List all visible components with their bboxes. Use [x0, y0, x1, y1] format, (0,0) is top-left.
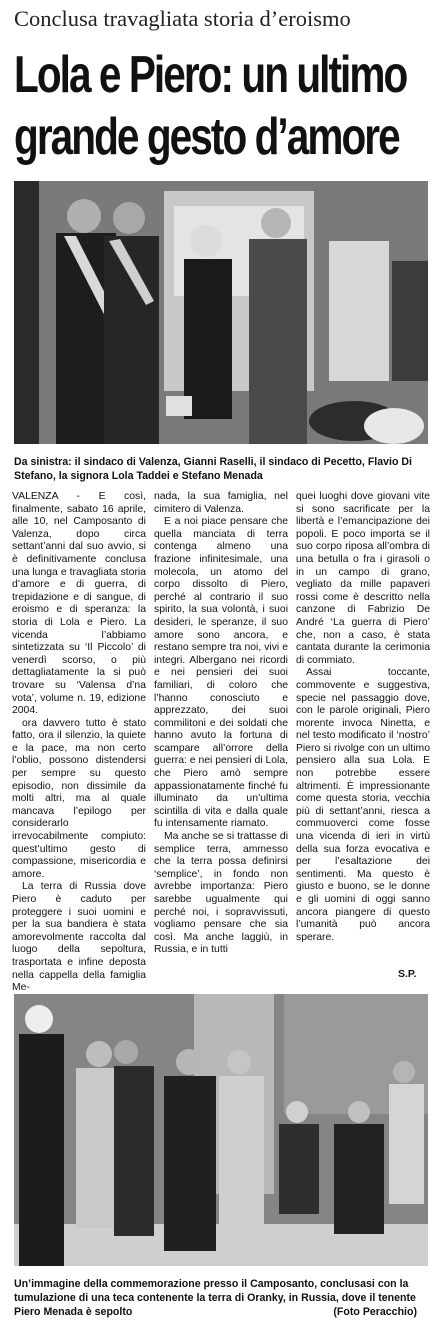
author-signature: S.P.: [398, 968, 417, 980]
commemoration-illustration: [14, 994, 428, 1266]
article-column-2: [154, 491, 288, 957]
headline-line-1: Lola e Piero: un ultimo: [14, 46, 407, 104]
paragraph: Ma anche se si trattasse di semplice terra, ammesso che la terra possa definirsi ‘semplice’, in fondo non avrebbe importanza: Piero sarebbe ugualmente qui perché noi, i sopravvissuti, vogliamo pensare che sia così. Ma anche laggiù, in Russia, e in tutti: [154, 831, 288, 956]
paragraph: ora davvero tutto è stato fatto, ora il silenzio, la quiete e la pace, ma non certo l’oblio, possono distendersi per sempre su questo episodio, non dissimile da molti altri, ma al quale mancava l’epilogo per considerarlo irrevocabilmente compiuto: quest’ultimo gesto di compassione, misericordia e amore.: [12, 717, 146, 880]
article-column-1: [12, 491, 146, 995]
portrait-caption: Da sinistra: il sindaco di Valenza, Gianni Raselli, il sindaco di Pecetto, Flavio Di Stefano, la signora Lola Taddei e Stefano Menada: [14, 456, 412, 482]
paragraph: VALENZA - E così, finalmente, sabato 16 aprile, alle 10, nel Camposanto di Valenza, dopo circa settant’anni dal suo avvio, si è definitivamente conclusa una lunga e travagliata storia d’amore e di guerra, di trepidazione e di sangue, di eroismo e di speranza: la storia di Lola e Piero. La vicenda l’abbiamo sintetizzata su ‘Il Piccolo’ di venerdì scorso, o più dettagliatamente la si può trovare su ‘Valensa d’na vota’, volume n. 19, edizione 2004.: [12, 491, 146, 717]
paragraph: Assai toccante, commovente e suggestiva, specie nel passaggio dove, con le parole originali, Piero morente invoca Ninetta, e nel testo modificato il ‘nostro’ Piero si rivolge con un ultimo pensiero alla sua Lola. E non potrebbe essere altrimenti. È impressionante come questa storia, vecchia più di settant’anni, riesca a commuoverci come fosse una vicenda di ieri in virtù della sua forza evocativa e per l’esaltazione dei sentimenti. Ma questo è giusto e buono, se le donne e gli uomini di oggi sanno ancora piangere di questo l’umanità può ancora sperare.: [296, 667, 430, 943]
commemoration-caption-text: Un’immagine della commemorazione presso il Camposanto, conclusasi con la tumulazione di una teca contenente la terra di Oranky, in Russia, dove il tenente Piero Menada è sepolto: [14, 1278, 416, 1318]
headline-line-2: grande gesto d’amore: [14, 108, 399, 166]
paragraph: nada, la sua famiglia, nel cimitero di Valenza.: [154, 491, 288, 515]
article-kicker: Conclusa travagliata storia d’eroismo: [14, 6, 351, 31]
commemoration-caption: [14, 1277, 429, 1323]
article-body: [12, 491, 430, 994]
group-portrait-illustration: [14, 181, 428, 444]
article-column-3: [296, 491, 430, 944]
paragraph: E a noi piace pensare che quella manciata di terra contenga almeno una frazione infinitesimale, una molecola, un atomo del corpo dissolto di Piero, perché al contrario il suo spirito, la sua volontà, i suoi desideri, le speranze, il suo amore sono ancora, e restano sempre tra noi, vivi e integri. Albergano nei ricordi e nei pensieri dei suoi familiari, di coloro che l’hanno conosciuto e apprezzato, dei suoi commilitoni e dei soldati che hanno avuto la fortuna di scampare all’orrore della guerra: e nei pensieri di Lola, che Piero amò sempre appassionatamente finché fu illuminato da un’ultima scintilla di vita e dalla quale fu intensamente riamato.: [154, 516, 289, 830]
commemoration-photo: [14, 994, 428, 1266]
article-headline: [14, 44, 407, 168]
paragraph: quei luoghi dove giovani vite si sono sacrificate per la libertà e l’emancipazione dei popoli. E poco importa se il suo corpo riposa all’ombra di una betulla o fra i girasoli o in un campo di grano, vegliato da mille papaveri rossi come è descritto nella canzone di Fabrizio De André ‘La guerra di Piero’ che, non a caso, è stata cantata durante la cerimonia di commiato.: [296, 491, 430, 666]
photo-credit: (Foto Peracchio): [333, 1306, 417, 1318]
paragraph: La terra di Russia dove Piero è caduto per proteggere i suoi uomini e per la sua bandiera è stata amorevolmente raccolta dal luogo della sepoltura, trasportata e infine deposta nella cappella della famiglia Me-: [12, 881, 146, 994]
group-portrait-photo: [14, 181, 428, 444]
